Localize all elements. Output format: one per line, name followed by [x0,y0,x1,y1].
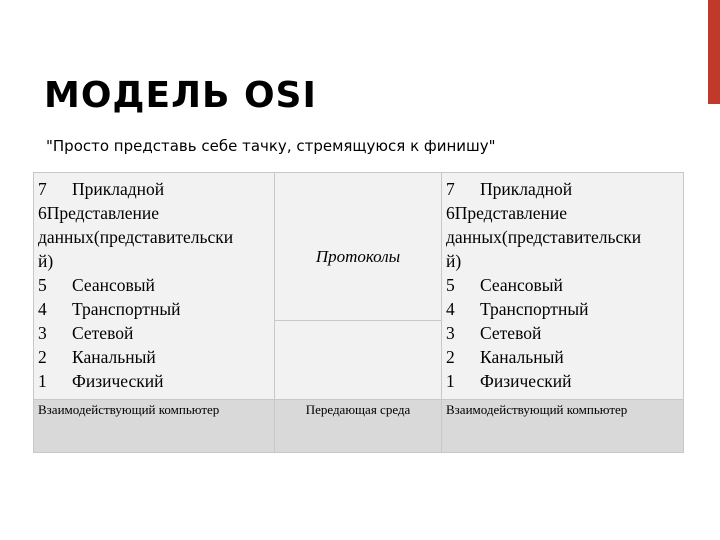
layer-label: й) [446,251,462,271]
layer-number: 3 [446,323,455,343]
bottom-mid-cell [275,400,442,453]
layer-label: Сеансовый [480,275,563,295]
layer-row [446,273,679,297]
layer-label: Прикладной [72,179,165,199]
layer-number: 3 [38,323,47,343]
layer-row [446,369,679,393]
layer-row [38,201,270,225]
layer-row [38,177,270,201]
layer-number: 7 [38,179,47,199]
bottom-left-cell [34,400,275,453]
layer-label: Прикладной [480,179,573,199]
interacting-computer-right: Взаимодействующий компьютер [446,402,628,417]
layer-row [446,249,679,273]
layer-row [446,177,679,201]
layer-number: 4 [38,299,47,319]
layer-row [38,225,270,249]
layer-label: Физический [72,371,164,391]
layer-row [38,369,270,393]
layer-row [446,225,679,249]
slide-subtitle: "Просто представь себе тачку, стремящуюся к финишу" [46,137,496,155]
right-layers-cell [442,173,684,400]
layer-label: Сетевой [72,323,134,343]
layer-row [38,273,270,297]
layer-label: Транспортный [480,299,589,319]
bottom-right-cell [442,400,684,453]
layer-number: 1 [38,371,47,391]
layer-label: Физический [480,371,572,391]
layer-label: данных(представительски [38,227,234,247]
layer-row [38,321,270,345]
layer-label: Сеансовый [72,275,155,295]
layer-label: Транспортный [72,299,181,319]
layer-label: Сетевой [480,323,542,343]
protocols-label: Протоколы [315,247,401,267]
protocols-cell [275,173,442,321]
layer-number: 1 [446,371,455,391]
layer-number: 2 [38,347,47,367]
accent-bar [708,0,720,104]
layer-row [38,297,270,321]
layer-number: 6 [446,203,455,223]
layer-label: Канальный [480,347,564,367]
layer-label: данных(представительски [446,227,642,247]
layer-number: 2 [446,347,455,367]
layer-row [446,345,679,369]
layer-row [38,249,270,273]
layer-label: Представление [454,203,568,223]
layer-row [446,201,679,225]
layer-number: 4 [446,299,455,319]
layer-number: 6 [38,203,47,223]
layer-label: й) [38,251,54,271]
layer-label: Представление [46,203,160,223]
layer-number: 5 [446,275,455,295]
mid-empty-cell [275,320,442,399]
layer-number: 5 [38,275,47,295]
left-layers-list [38,177,270,393]
layer-row [38,345,270,369]
slide-title: МОДЕЛЬ OSI [44,75,317,116]
layer-row [446,321,679,345]
transmission-medium: Передающая среда [305,402,411,417]
right-layers-list [446,177,679,393]
interacting-computer-left: Взаимодействующий компьютер [38,402,220,417]
left-layers-cell [34,173,275,400]
layer-number: 7 [446,179,455,199]
osi-table [33,172,684,453]
layer-row [446,297,679,321]
layer-label: Канальный [72,347,156,367]
